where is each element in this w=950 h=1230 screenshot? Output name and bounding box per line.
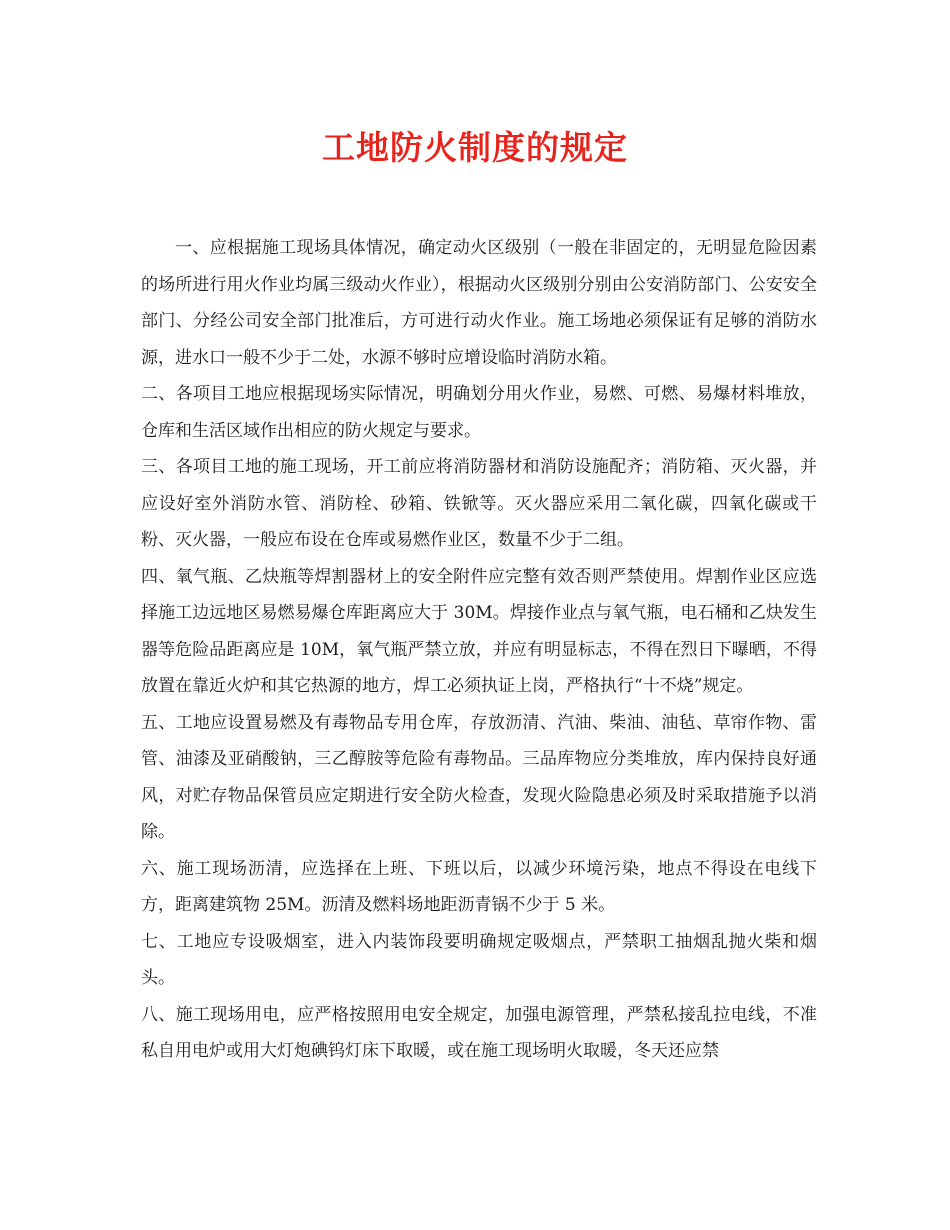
paragraph-6: 六、施工现场沥清，应选择在上班、下班以后，以减少环境污染，地点不得设在电线下方，距离建筑物 25M。沥清及燃料场地距沥青锅不少于 5 米。 bbox=[141, 858, 817, 915]
paragraph-5: 五、工地应设置易燃及有毒物品专用仓库，存放沥清、汽油、柴油、油毡、草帘作物、雷管、油漆及亚硝酸钠，三乙醇胺等危险有毒物品。三品库物应分类堆放，库内保持良好通风，对贮存物品保管员应定期进行安全防火检查，发现火险隐患必须及时采取措施予以消除。 bbox=[141, 712, 817, 842]
paragraph-7: 七、工地应专设吸烟室，进入内装饰段要明确规定吸烟点，严禁职工抽烟乱抛火柴和烟头。 bbox=[141, 931, 817, 988]
paragraph-3: 三、各项目工地的施工现场，开工前应将消防器材和消防设施配齐；消防箱、灭火器，并应设好室外消防水管、消防栓、砂箱、铁锨等。灭火器应采用二氧化碳，四氧化碳或干粉、灭火器，一般应布设在仓库或易燃作业区，数量不少于二组。 bbox=[141, 457, 817, 550]
paragraph-1: 一、应根据施工现场具体情况，确定动火区级别（一般在非固定的，无明显危险因素的场所进行用火作业均属三级动火作业），根据动火区级别分别由公安消防部门、公安安全部门、分经公司安全部门批准后，方可进行动火作业。施工场地必须保证有足够的消防水源，进水口一般不少于二处，水源不够时应增设临时消防水箱。 bbox=[141, 238, 817, 368]
paragraph-2: 二、各项目工地应根据现场实际情况，明确划分用火作业，易燃、可燃、易爆材料堆放，仓库和生活区域作出相应的防火规定与要求。 bbox=[141, 384, 817, 441]
document-body bbox=[141, 230, 817, 1070]
document-title: 工地防火制度的规定 bbox=[322, 128, 628, 167]
paragraph-8: 八、施工现场用电，应严格按照用电安全规定，加强电源管理，严禁私接乱拉电线，不准私自用电炉或用大灯炮碘钨灯床下取暖，或在施工现场明火取暖，冬天还应禁 bbox=[141, 1004, 817, 1061]
paragraph-4: 四、氧气瓶、乙炔瓶等焊割器材上的安全附件应完整有效否则严禁使用。焊割作业区应选择施工边远地区易燃易爆仓库距离应大于 30M。焊接作业点与氧气瓶，电石桶和乙炔发生器等危险品距离应是 10M，氧气瓶严禁立放，并应有明显标志，不得在烈日下曝晒，不得放置在靠近火炉和其它热源的地方，焊工必须执证上岗，严格执行“十不烧”规定。 bbox=[141, 566, 817, 696]
